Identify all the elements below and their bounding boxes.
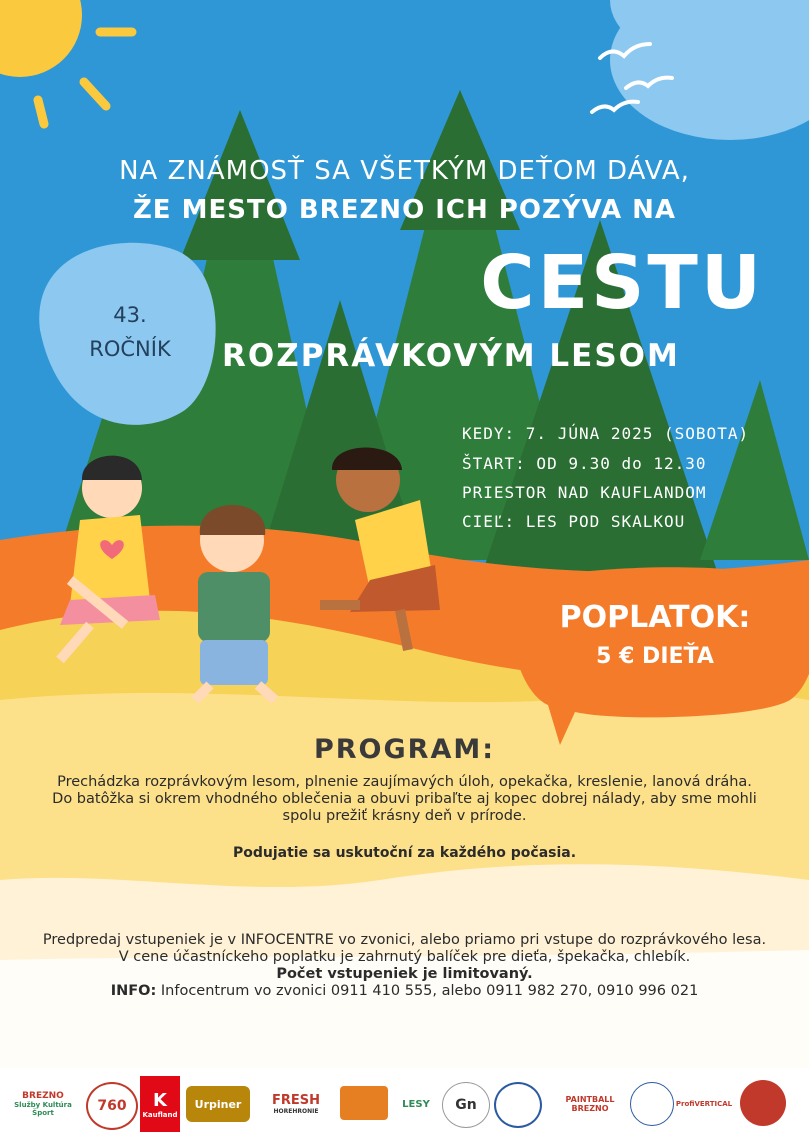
sponsor-logo-club bbox=[740, 1080, 786, 1126]
sponsor-logo-lesy: LESY bbox=[402, 1098, 430, 1110]
event-finish: CIEĽ: LES POD SKALKOU bbox=[462, 512, 686, 531]
info-line bbox=[30, 983, 779, 1000]
sponsor-logo-brezno: BREZNO Služby Kultúra Šport bbox=[14, 1091, 72, 1117]
tickets-info bbox=[30, 932, 779, 1000]
sponsor-logo-fresh: FRESH HOREHRONIE bbox=[271, 1093, 320, 1115]
edition-label: ROČNÍK bbox=[89, 337, 171, 361]
sponsor-logo-urpiner: Urpiner bbox=[186, 1086, 250, 1122]
weather-note: Podujatie sa uskutoční za každého počasia. bbox=[232, 845, 577, 861]
edition-number: 43. bbox=[113, 303, 147, 327]
headline-line1: NA ZNÁMOSŤ SA VŠETKÝM DEŤOM DÁVA, bbox=[119, 156, 690, 186]
program-text: Prechádzka rozprávkovým lesom, plnenie zaujímavých úloh, opekačka, kreslenie, lanová dráha. Do batôžka si okrem vhodného oblečenia a obuvi pribaľte aj kopec dobrej nálady, aby sme mohli spolu prežiť krásny deň v prírode. bbox=[52, 774, 757, 824]
sponsor-logo-school bbox=[630, 1082, 674, 1126]
sponsor-logo-gymnazium: Gn bbox=[442, 1082, 490, 1128]
info-label: INFO: bbox=[110, 983, 157, 999]
event-title: CESTU bbox=[480, 240, 764, 326]
sponsor-logo-bakery bbox=[340, 1086, 388, 1120]
sponsor-logo-paintball: PAINTBALL BREZNO bbox=[565, 1095, 615, 1113]
event-start: ŠTART: OD 9.30 do 12.30 bbox=[462, 454, 707, 473]
event-place: PRIESTOR NAD KAUFLANDOM bbox=[462, 483, 707, 502]
sponsor-logo-profivertical: ProfiVERTICAL bbox=[675, 1100, 733, 1108]
tickets-line3: Počet vstupeniek je limitovaný. bbox=[276, 966, 533, 982]
fee-value: 5 € DIEŤA bbox=[596, 644, 714, 669]
sponsor-logos bbox=[0, 1068, 809, 1141]
program-title: PROGRAM: bbox=[313, 734, 496, 765]
tickets-line1: Predpredaj vstupeniek je v INFOCENTRE vo zvonici, alebo priamo pri vstupe do rozprávkového lesa. bbox=[42, 932, 767, 948]
kid-middle bbox=[195, 505, 275, 700]
event-subtitle: ROZPRÁVKOVÝM LESOM bbox=[222, 338, 680, 374]
headline-line2: ŽE MESTO BREZNO ICH POZÝVA NA bbox=[132, 195, 677, 225]
event-when: KEDY: 7. JÚNA 2025 (SOBOTA) bbox=[462, 424, 750, 443]
info-text: Infocentrum vo zvonici 0911 410 555, alebo 0911 982 270, 0910 996 021 bbox=[160, 983, 699, 999]
sponsor-logo-760: 760 bbox=[86, 1082, 138, 1130]
tickets-line2: V cene účastníckeho poplatku je zahrnutý balíček pre dieťa, špekačka, chlebík. bbox=[118, 949, 691, 965]
sponsor-logo-crest bbox=[494, 1082, 542, 1128]
fee-label: POPLATOK: bbox=[559, 600, 751, 635]
sponsor-logo-kaufland: K Kaufland bbox=[140, 1076, 180, 1132]
